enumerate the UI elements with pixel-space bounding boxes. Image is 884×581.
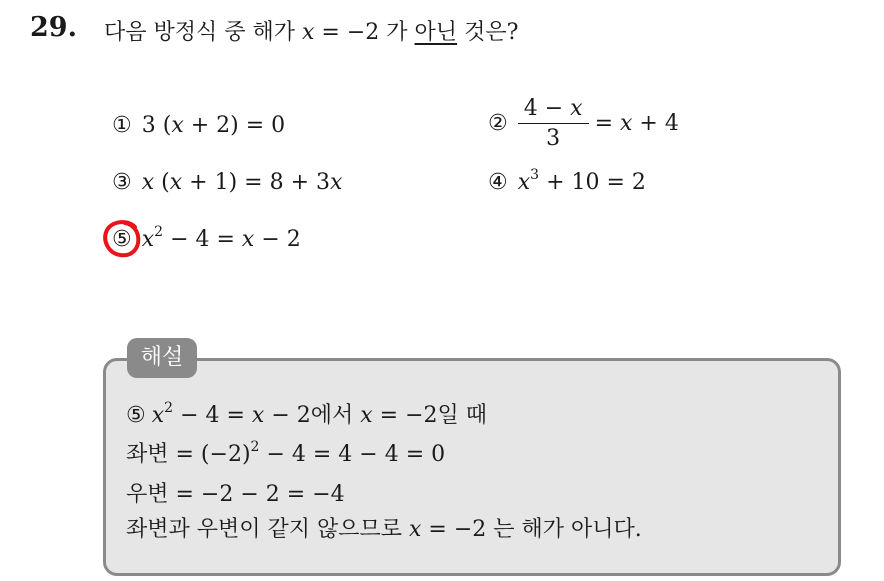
option-2-numerator: [518, 96, 589, 124]
option-3-var-b: x: [169, 170, 183, 195]
explanation-line-3: [126, 477, 345, 508]
option-3-text-b: + 1) = 8 + 3: [182, 170, 330, 195]
option-2-symbol: ②: [488, 111, 508, 136]
exp4-var: x: [409, 517, 422, 542]
question-value: = −2: [321, 20, 380, 45]
option-2[interactable]: [488, 96, 679, 151]
question-variable: x: [302, 20, 315, 45]
option-2-denominator: 3: [546, 126, 561, 151]
option-4-var: x: [517, 170, 531, 195]
exp1-text-c: = −2일 때: [372, 403, 488, 428]
explanation-line-4: [126, 512, 642, 543]
option-2-fraction: [518, 96, 589, 151]
exp4-text-b: = −2 는 해가 아니다.: [421, 517, 642, 542]
option-5-exponent: 2: [154, 223, 164, 240]
option-3-symbol: ③: [112, 170, 132, 195]
option-3[interactable]: [112, 170, 342, 195]
option-2-num-var: x: [570, 96, 583, 121]
option-5-var-a: x: [141, 227, 155, 252]
explanation-line-2: [126, 437, 445, 468]
option-3-var-c: x: [330, 170, 343, 195]
question-suffix: 것은?: [464, 20, 519, 45]
option-3-text-a: (: [154, 170, 170, 195]
question-text: [104, 15, 518, 46]
exp1-var-a: x: [151, 403, 165, 428]
explanation-symbol: ⑤: [126, 403, 146, 428]
exp1-var-b: x: [251, 403, 265, 428]
exp1-text-a: − 4 =: [173, 403, 252, 428]
question-ga: 가: [386, 20, 408, 45]
question-underlined-word: 아닌: [414, 20, 458, 45]
exp1-exponent: 2: [164, 399, 174, 416]
option-1[interactable]: [112, 113, 285, 138]
option-1-text-a: 3 (: [141, 113, 172, 138]
option-5[interactable]: [112, 223, 301, 252]
exp2-text-b: − 4 = 4 − 4 = 0: [259, 442, 446, 467]
option-2-num-text: 4 −: [523, 96, 571, 121]
option-4-text: + 10 = 2: [539, 170, 646, 195]
option-5-text-b: − 2: [254, 227, 301, 252]
question-prefix: 다음 방정식 중 해가: [104, 20, 295, 45]
explanation-line-1: [126, 398, 487, 429]
option-1-text-b: + 2) = 0: [183, 113, 286, 138]
exp2-exponent: 2: [250, 438, 260, 455]
option-1-symbol: ①: [112, 113, 132, 138]
option-5-text-a: − 4 =: [163, 227, 242, 252]
exp3-text: 우변 = −2 − 2 = −4: [126, 482, 345, 507]
exp4-text-a: 좌변과 우변이 같지 않으므로: [126, 517, 409, 542]
question-number: 29.: [30, 12, 77, 43]
option-5-symbol: ⑤: [112, 227, 132, 252]
option-2-rhs-a: =: [594, 111, 621, 136]
explanation-tag: 해설: [127, 338, 197, 378]
option-4-exponent: 3: [530, 166, 540, 183]
option-3-var-a: x: [141, 170, 155, 195]
option-1-var: x: [171, 113, 184, 138]
option-5-var-b: x: [241, 227, 255, 252]
option-4[interactable]: [488, 166, 646, 195]
option-2-rhs-var: x: [620, 111, 633, 136]
option-2-rhs: [595, 111, 679, 136]
option-4-symbol: ④: [488, 170, 508, 195]
exp1-text-b: − 2에서: [264, 403, 361, 428]
exp2-text-a: 좌변 = (−2): [126, 442, 251, 467]
option-2-rhs-b: + 4: [632, 111, 679, 136]
exp1-var-c: x: [360, 403, 373, 428]
